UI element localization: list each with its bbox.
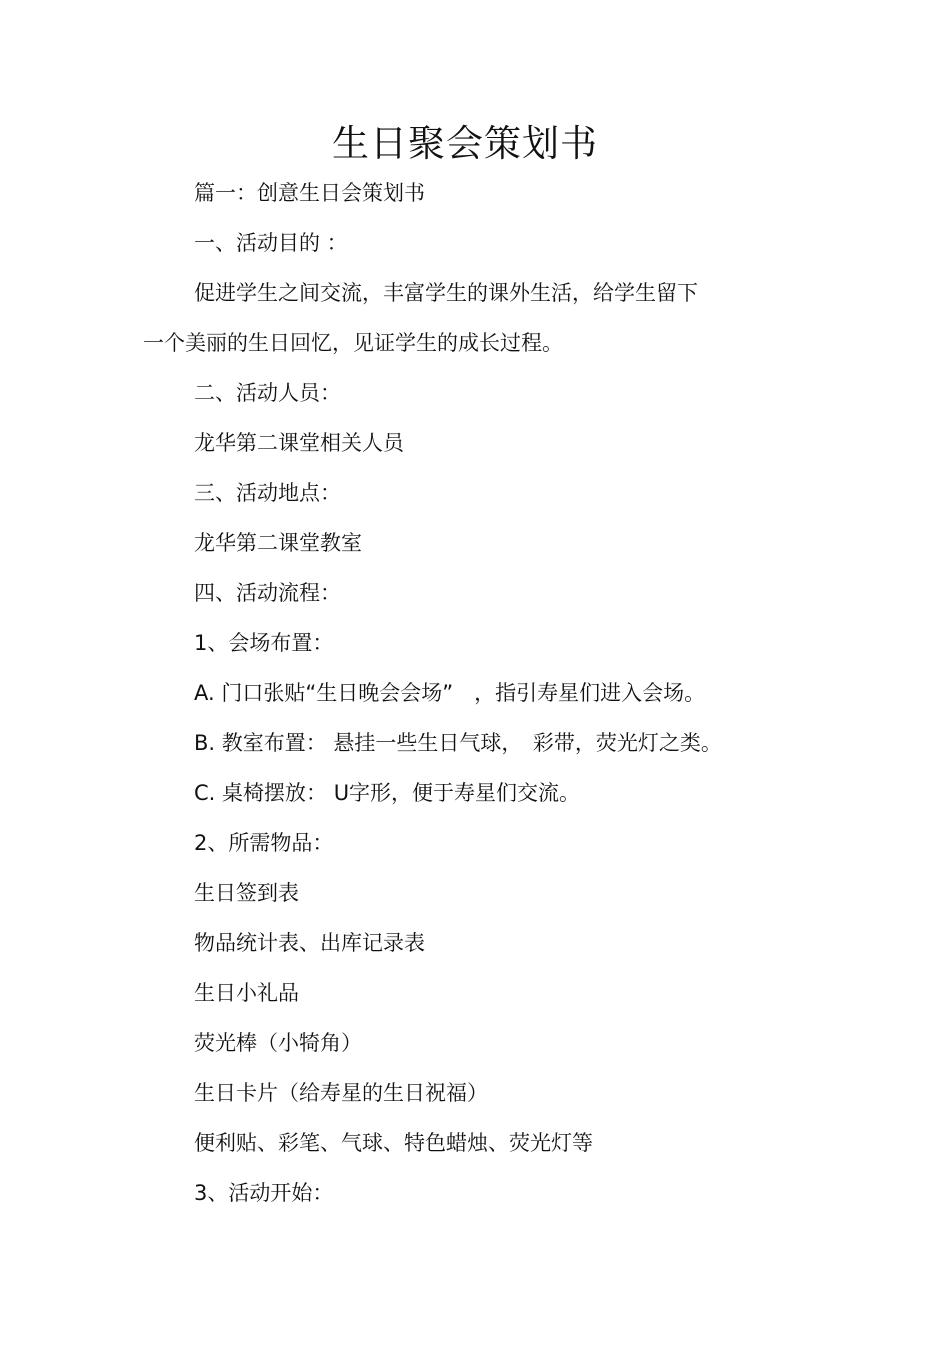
list-item: A. 门口张贴“生日晚会会场” ，指引寿星们进入会场。 [194, 681, 706, 705]
body-line: 龙华第二课堂教室 [194, 531, 362, 555]
list-item: 物品统计表、出库记录表 [194, 931, 425, 955]
section-heading: 二、活动人员： [194, 381, 341, 405]
list-item: 便利贴、彩笔、气球、特色蜡烛、荧光灯等 [194, 1131, 593, 1155]
subsection-heading: 1、会场布置： [194, 631, 334, 655]
list-item: 生日小礼品 [194, 981, 299, 1005]
list-item: B. 教室布置： 悬挂一些生日气球， 彩带，荧光灯之类。 [194, 731, 722, 755]
body-line: 龙华第二课堂相关人员 [194, 431, 404, 455]
body-paragraph: 促进学生之间交流，丰富学生的课外生活，给学生留下 [194, 281, 698, 305]
list-item: C. 桌椅摆放： U字形，便于寿星们交流。 [194, 781, 581, 805]
subsection-heading: 3、活动开始： [194, 1181, 334, 1205]
section-heading: 一、活动目的 ： [194, 231, 348, 255]
list-item: 荧光棒（小犄角） [194, 1031, 362, 1055]
list-item: 生日签到表 [194, 881, 299, 905]
subsection-heading: 2、所需物品： [194, 831, 334, 855]
document-title: 生日聚会策划书 [332, 122, 598, 165]
section-heading: 四、活动流程： [194, 581, 341, 605]
list-item: 生日卡片（给寿星的生日祝福） [194, 1081, 488, 1105]
section-heading: 三、活动地点： [194, 481, 341, 505]
body-paragraph-continuation: 一个美丽的生日回忆，见证学生的成长过程。 [143, 331, 563, 355]
section-heading: 篇一：创意生日会策划书 [194, 181, 425, 205]
